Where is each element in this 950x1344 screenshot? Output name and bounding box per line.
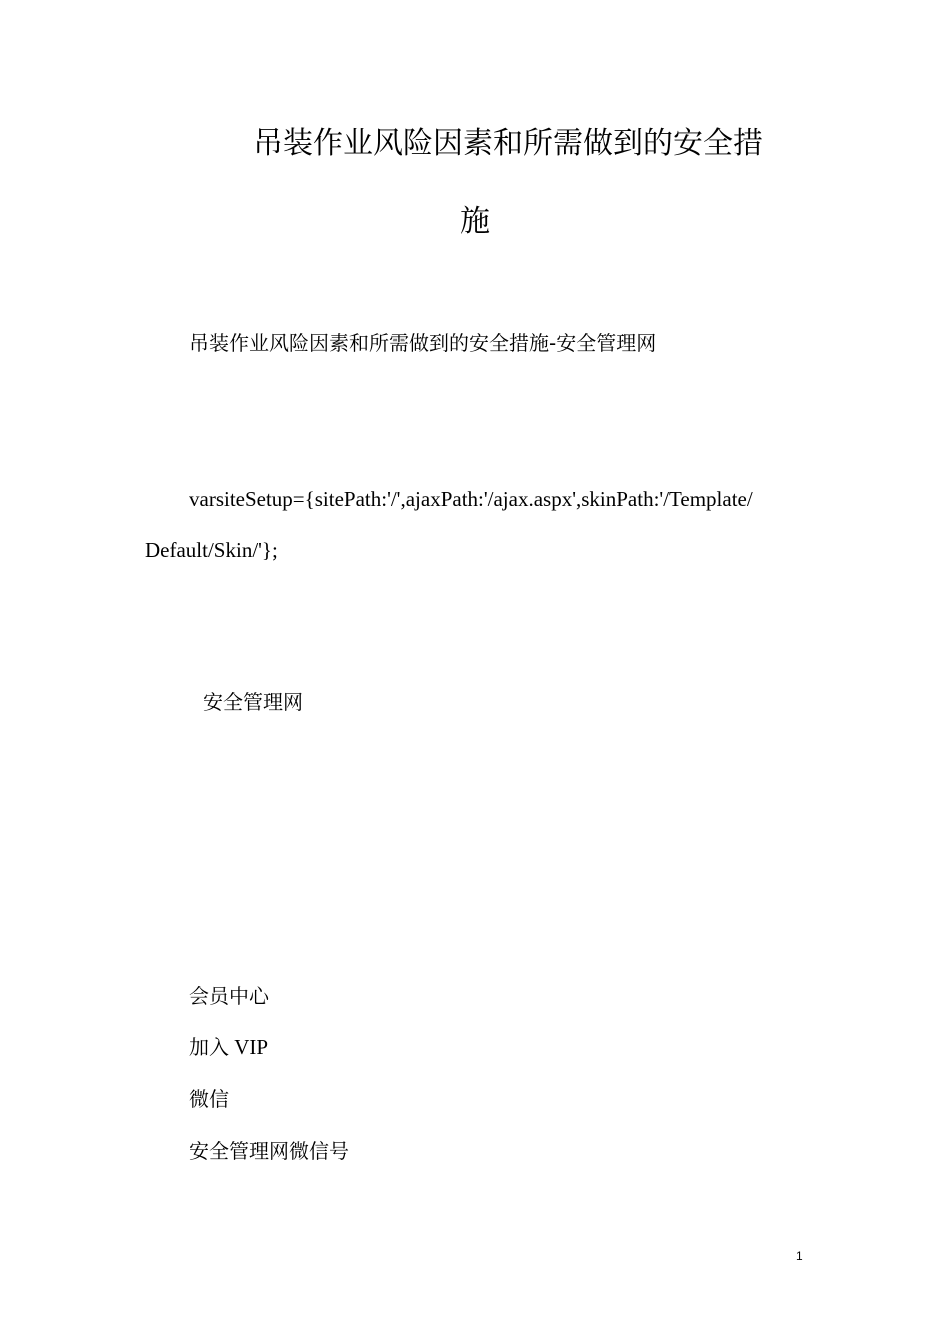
site-name: 安全管理网: [203, 690, 303, 714]
wechat-id-text: 安全管理网微信号: [189, 1139, 349, 1163]
document-title-line-2: 施: [460, 204, 490, 239]
join-vip-prefix: 加入: [189, 1035, 229, 1059]
code-line-1: varsiteSetup={sitePath:'/',ajaxPath:'/ajax.aspx',skinPath:'/Template/: [189, 487, 753, 511]
join-vip-suffix: VIP: [229, 1035, 269, 1059]
join-vip-link[interactable]: [189, 1033, 268, 1061]
page-number: 1: [796, 1249, 803, 1263]
document-title-line-1: 吊装作业风险因素和所需做到的安全措: [253, 126, 763, 161]
wechat-link[interactable]: 微信: [189, 1087, 229, 1111]
member-center-link[interactable]: 会员中心: [189, 984, 269, 1008]
document-subtitle: 吊装作业风险因素和所需做到的安全措施-安全管理网: [189, 331, 657, 355]
code-line-2: Default/Skin/'};: [145, 538, 278, 562]
